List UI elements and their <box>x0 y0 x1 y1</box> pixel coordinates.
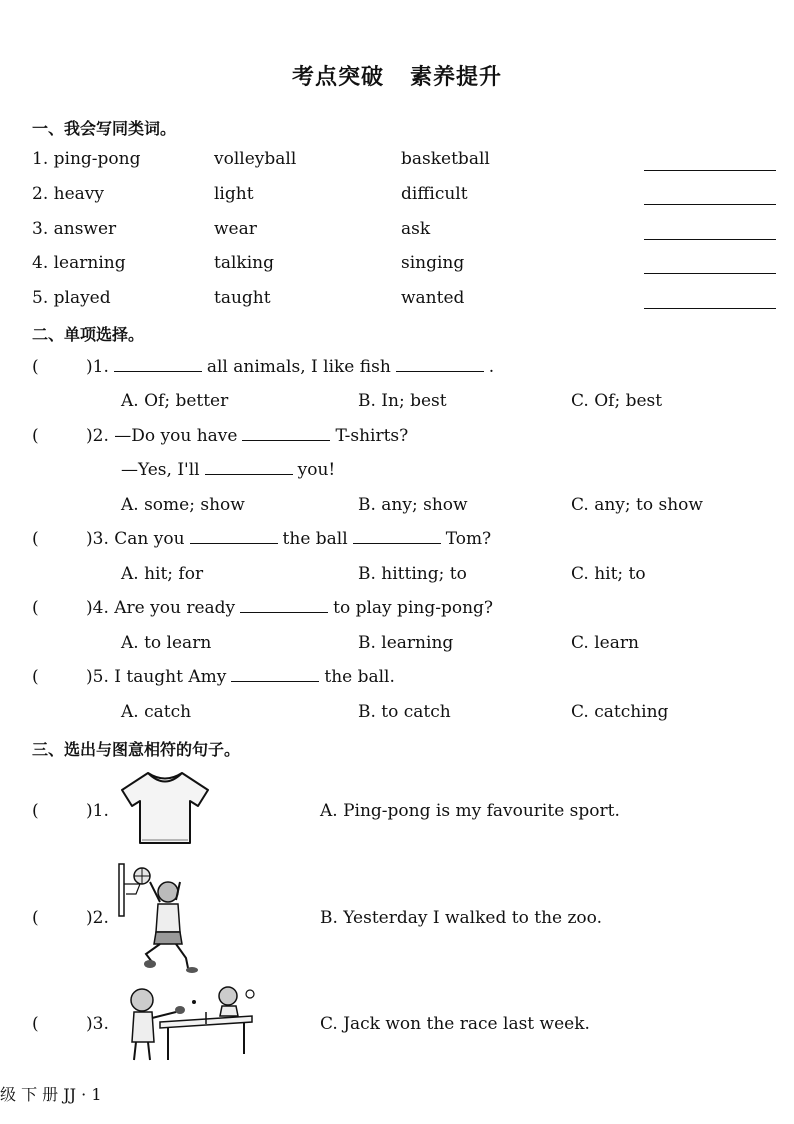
word-2-1: 2. heavy <box>32 184 104 204</box>
answer-blank-3[interactable] <box>644 239 776 240</box>
answer-paren-pic-3[interactable]: ( <box>32 1014 39 1034</box>
q1-option-a[interactable]: A. Of; better <box>121 391 229 411</box>
q2-blank-2[interactable] <box>205 473 293 475</box>
word-3-3: ask <box>401 219 431 239</box>
q1-blank-2[interactable] <box>396 370 484 372</box>
q2-reply-start: —Yes, I'll <box>121 460 200 480</box>
answer-blank-4[interactable] <box>644 273 776 274</box>
word-1-2: volleyball <box>214 149 297 169</box>
q5-option-b[interactable]: B. to catch <box>358 702 451 722</box>
answer-paren-q1[interactable]: ( <box>32 357 39 377</box>
q4-option-b[interactable]: B. learning <box>358 633 454 653</box>
word-1-1: 1. ping-pong <box>32 149 141 169</box>
q2-blank-1[interactable] <box>242 439 330 441</box>
q2-option-b[interactable]: B. any; show <box>358 495 468 515</box>
answer-blank-1[interactable] <box>644 170 776 171</box>
basketball-player-picture <box>116 862 200 974</box>
q5-blank-1[interactable] <box>231 680 319 682</box>
q3-number: )3. Can you <box>86 529 185 549</box>
q5-number: )5. I taught Amy <box>86 667 227 687</box>
word-4-1: 4. learning <box>32 253 126 273</box>
word-5-2: taught <box>214 288 271 308</box>
q5-option-a[interactable]: A. catch <box>121 702 192 722</box>
sentence-b[interactable]: B. Yesterday I walked to the zoo. <box>320 908 603 928</box>
word-5-1: 5. played <box>32 288 111 308</box>
answer-blank-5[interactable] <box>644 308 776 309</box>
q1-option-c[interactable]: C. Of; best <box>571 391 663 411</box>
section1-heading: 一、我会写同类词。 <box>32 119 177 138</box>
section3-heading: 三、选出与图意相符的句子。 <box>32 740 241 759</box>
q1-number: )1. <box>86 357 109 377</box>
question-2-reply <box>121 460 335 480</box>
q3-option-c[interactable]: C. hit; to <box>571 564 646 584</box>
q4-option-a[interactable]: A. to learn <box>121 633 212 653</box>
sentence-a[interactable]: A. Ping-pong is my favourite sport. <box>320 801 620 821</box>
t-shirt-picture <box>118 770 212 846</box>
sentence-c[interactable]: C. Jack won the race last week. <box>320 1014 590 1034</box>
q3-blank-1[interactable] <box>190 542 278 544</box>
word-5-3: wanted <box>401 288 465 308</box>
q1-option-b[interactable]: B. In; best <box>358 391 447 411</box>
pic-item-3-number: )3. <box>86 1014 109 1034</box>
answer-paren-q3[interactable]: ( <box>32 529 39 549</box>
page-title <box>0 60 794 91</box>
q1-text: all animals, I like fish <box>206 357 391 377</box>
q2-reply-end: you! <box>297 460 336 480</box>
q3-blank-2[interactable] <box>353 542 441 544</box>
pic-item-1-number: )1. <box>86 801 109 821</box>
question-4 <box>86 598 493 618</box>
title-right: 素养提升 <box>410 65 503 90</box>
ping-pong-players-picture <box>124 982 256 1064</box>
question-3 <box>86 529 491 549</box>
q3-end: Tom? <box>445 529 492 549</box>
q1-end: . <box>488 357 495 377</box>
q3-option-b[interactable]: B. hitting; to <box>358 564 467 584</box>
word-2-2: light <box>214 184 254 204</box>
q2-number: )2. —Do you have <box>86 426 238 446</box>
q1-blank-1[interactable] <box>114 370 202 372</box>
q3-text: the ball <box>282 529 348 549</box>
word-3-2: wear <box>214 219 257 239</box>
q3-option-a[interactable]: A. hit; for <box>121 564 204 584</box>
section2-heading: 二、单项选择。 <box>32 325 145 344</box>
pic-item-2-number: )2. <box>86 908 109 928</box>
word-4-3: singing <box>401 253 465 273</box>
word-2-3: difficult <box>401 184 468 204</box>
answer-paren-q4[interactable]: ( <box>32 598 39 618</box>
title-left: 考点突破 <box>291 65 384 90</box>
word-4-2: talking <box>214 253 274 273</box>
question-5 <box>86 667 395 687</box>
answer-paren-q2[interactable]: ( <box>32 426 39 446</box>
q2-option-c[interactable]: C. any; to show <box>571 495 703 515</box>
q4-number: )4. Are you ready <box>86 598 236 618</box>
word-1-3: basketball <box>401 149 490 169</box>
q2-text: T-shirts? <box>335 426 409 446</box>
q4-text: to play ping-pong? <box>333 598 494 618</box>
page-footer: 级 下 册 JJ · 1 <box>0 1085 102 1104</box>
answer-paren-pic-2[interactable]: ( <box>32 908 39 928</box>
answer-blank-2[interactable] <box>644 204 776 205</box>
answer-paren-pic-1[interactable]: ( <box>32 801 39 821</box>
q5-option-c[interactable]: C. catching <box>571 702 669 722</box>
q5-text: the ball. <box>324 667 395 687</box>
question-1 <box>86 357 494 377</box>
answer-paren-q5[interactable]: ( <box>32 667 39 687</box>
q4-blank-1[interactable] <box>240 611 328 613</box>
q4-option-c[interactable]: C. learn <box>571 633 639 653</box>
word-3-1: 3. answer <box>32 219 117 239</box>
q2-option-a[interactable]: A. some; show <box>121 495 245 515</box>
question-2 <box>86 426 408 446</box>
